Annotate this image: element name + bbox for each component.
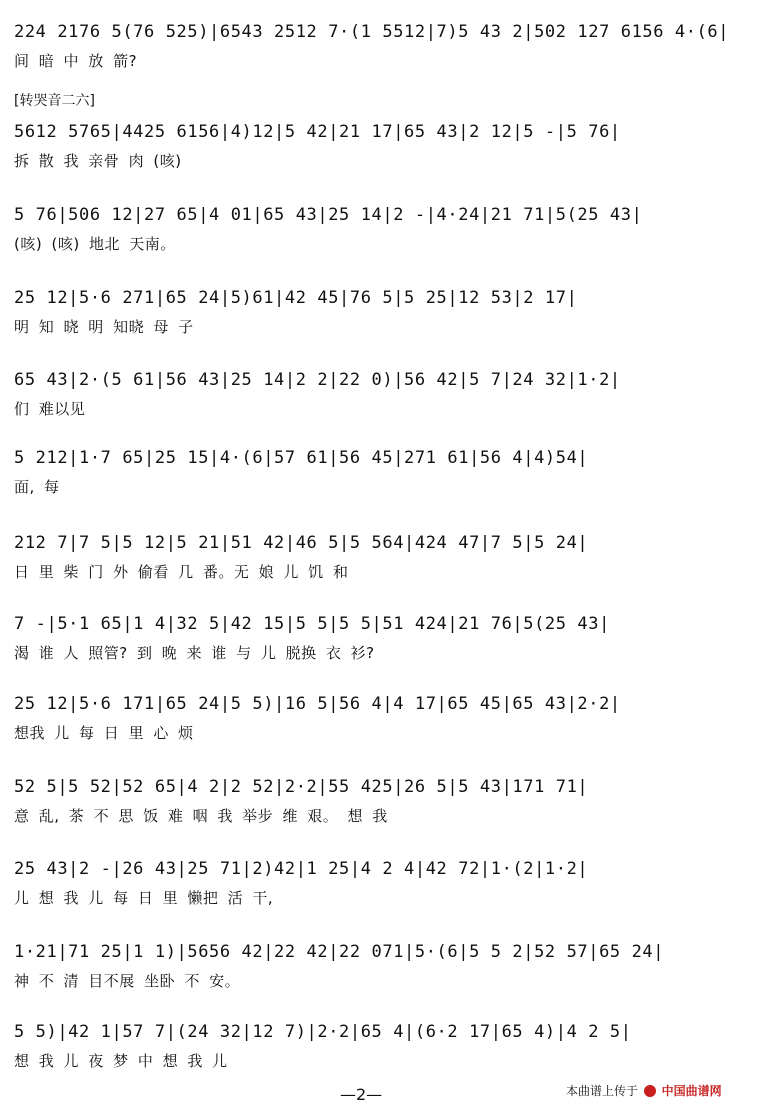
- notation-line: 212 7|7 5|5 12|5 21|51 42|46 5|5 564|424 47|7 5|5 24|: [14, 533, 589, 553]
- lyrics-line: 面, 每: [14, 478, 60, 496]
- notation-line: 5 76|506 12|27 65|4 01|65 43|25 14|2 -|4·24|21 71|5(25 43|: [14, 205, 643, 225]
- lyrics-line: 神 不 清 目不展 坐卧 不 安。: [14, 972, 241, 990]
- lyrics-line: 们 难以见: [14, 400, 86, 418]
- lyrics-line: 意 乱, 茶 不 思 饭 难 咽 我 举步 维 艰。 想 我: [14, 807, 388, 825]
- notation-line: 5 212|1·7 65|25 15|4·(6|57 61|56 45|271 61|56 4|4)54|: [14, 448, 589, 468]
- lyrics-line: 间 暗 中 放 箭?: [14, 52, 138, 70]
- notation-line: 5 5)|42 1|57 7|(24 32|12 7)|2·2|65 4|(6·2 17|65 4)|4 2 5|: [14, 1022, 632, 1042]
- notation-line: 52 5|5 52|52 65|4 2|2 52|2·2|55 425|26 5|5 43|171 71|: [14, 777, 589, 797]
- notation-line: 65 43|2·(5 61|56 43|25 14|2 2|22 0)|56 42|5 7|24 32|1·2|: [14, 370, 621, 390]
- lyrics-line: (咳) (咳) 地北 天南。: [14, 235, 176, 253]
- notation-line: 1·21|71 25|1 1)|5656 42|22 42|22 071|5·(6|5 5 2|52 57|65 24|: [14, 942, 665, 962]
- notation-line: 25 12|5·6 271|65 24|5)61|42 45|76 5|5 25|12 53|2 17|: [14, 288, 578, 308]
- notation-line: 25 12|5·6 171|65 24|5 5)|16 5|56 4|4 17|65 45|65 43|2·2|: [14, 694, 621, 714]
- lyrics-line: 渴 谁 人 照管? 到 晚 来 谁 与 儿 脱换 衣 衫?: [14, 644, 375, 662]
- notation-line: 25 43|2 -|26 43|25 71|2)42|1 25|4 2 4|42 72|1·(2|1·2|: [14, 859, 589, 879]
- lyrics-line: 明 知 晓 明 知晓 母 子: [14, 318, 194, 336]
- lyrics-line: 日 里 柴 门 外 偷看 几 番。无 娘 儿 饥 和: [14, 563, 349, 581]
- upload-watermark: [566, 1084, 722, 1098]
- notation-line: 224 2176 5(76 525)|6543 2512 7·(1 5512|7)5 43 2|502 127 6156 4·(6|: [14, 22, 730, 42]
- notation-line: 5612 5765|4425 6156|4)12|5 42|21 17|65 43|2 12|5 -|5 76|: [14, 122, 621, 142]
- site-name: 中国曲谱网: [661, 1084, 722, 1098]
- mode-label: [转哭音二六]: [14, 93, 95, 109]
- lyrics-line: 儿 想 我 儿 每 日 里 懒把 活 干,: [14, 889, 274, 907]
- site-logo-icon: [644, 1085, 656, 1097]
- page-number: —2—: [340, 1085, 383, 1104]
- notation-line: 7 -|5·1 65|1 4|32 5|42 15|5 5|5 5|51 424|21 76|5(25 43|: [14, 614, 610, 634]
- lyrics-line: 拆 散 我 亲骨 肉 (咳): [14, 152, 182, 170]
- lyrics-line: 想 我 儿 夜 梦 中 想 我 儿: [14, 1052, 228, 1070]
- upload-note: 本曲谱上传于: [566, 1084, 639, 1098]
- lyrics-line: 想我 儿 每 日 里 心 烦: [14, 724, 194, 742]
